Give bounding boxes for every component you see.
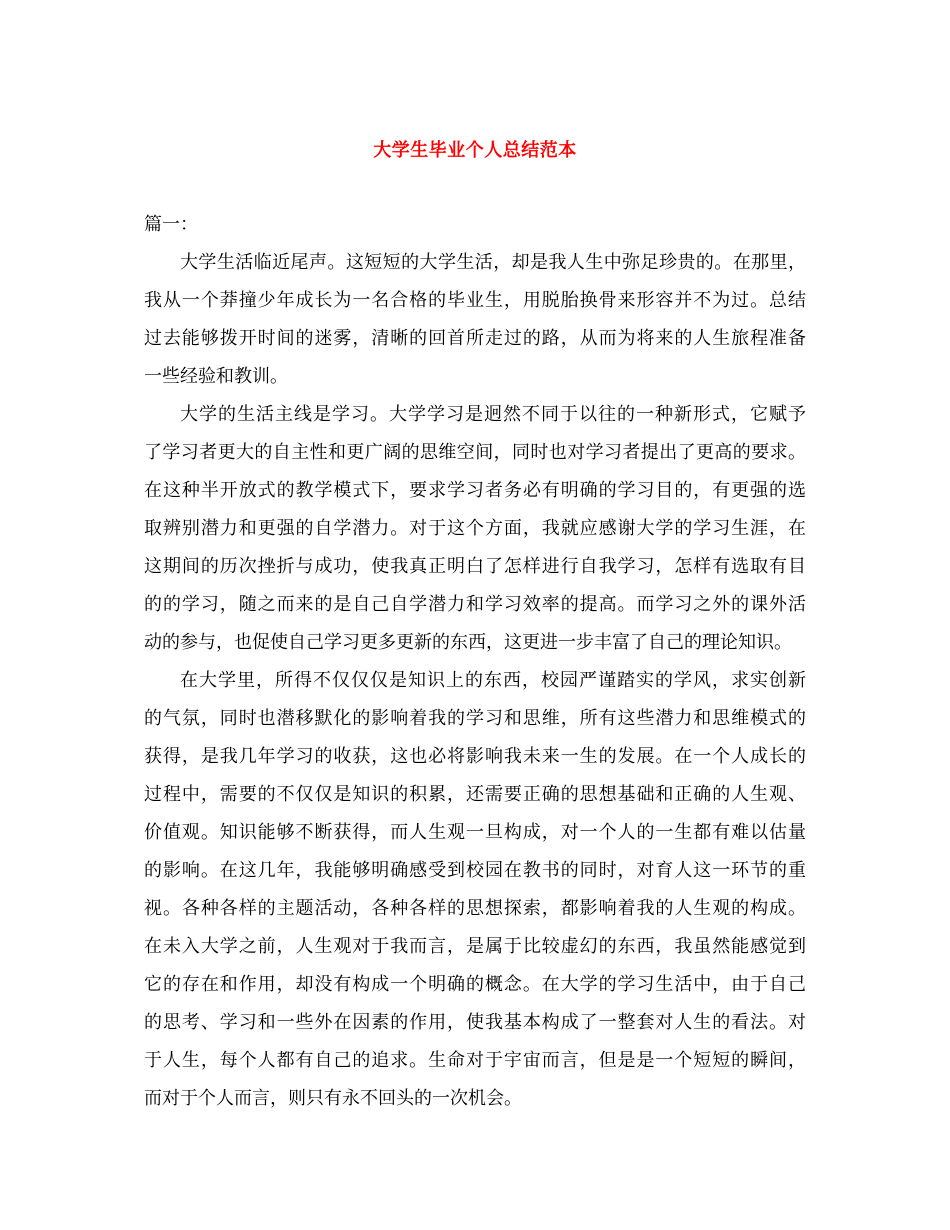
- paragraph-line: 在这种半开放式的教学模式下，要求学习者务必有明确的学习目的，有更强的选: [144, 480, 806, 501]
- paragraph-line: 视。各种各样的主题活动，各种各样的思想探索，都影响着我的人生观的构成。: [144, 898, 806, 919]
- paragraph-line: 的的学习，随之而来的是自己自学潜力和学习效率的提高。而学习之外的课外活: [144, 594, 806, 615]
- paragraph-line: 大学的生活主线是学习。大学学习是迥然不同于以往的一种新形式，它赋予: [180, 404, 806, 425]
- paragraph-line: 而对于个人而言，则只有永不回头的一次机会。: [144, 1088, 522, 1109]
- paragraph-line: 一些经验和教训。: [144, 366, 288, 387]
- paragraph-line: 的影响。在这几年，我能够明确感受到校园在教书的同时，对育人这一环节的重: [144, 860, 806, 881]
- paragraph-line: 过程中，需要的不仅仅是知识的积累，还需要正确的思想基础和正确的人生观、: [144, 784, 806, 805]
- paragraph-line: 的气氛，同时也潜移默化的影响着我的学习和思维，所有这些潜力和思维模式的: [144, 708, 806, 729]
- paragraph-line: 大学生活临近尾声。这短短的大学生活，却是我人生中弥足珍贵的。在那里，: [180, 252, 806, 273]
- paragraph-line: 的思考、学习和一些外在因素的作用，使我基本构成了一整套对人生的看法。对: [144, 1012, 806, 1033]
- document-title: 大学生毕业个人总结范本: [373, 140, 577, 161]
- document-body: [144, 206, 806, 1118]
- paragraph-line: 在大学里，所得不仅仅仅是知识上的东西，校园严谨踏实的学风，求实创新: [180, 670, 806, 691]
- paragraph-1: [144, 244, 806, 396]
- section-label: 篇一：: [144, 214, 198, 235]
- paragraph-line: 动的参与，也促使自己学习更多更新的东西，这更进一步丰富了自己的理论知识。: [144, 632, 792, 653]
- paragraph-line: 在未入大学之前，人生观对于我而言，是属于比较虚幻的东西，我虽然能感觉到: [144, 936, 806, 957]
- paragraph-line: 了学习者更大的自主性和更广阔的思维空间，同时也对学习者提出了更高的要求。: [144, 442, 806, 463]
- paragraph-line: 这期间的历次挫折与成功，使我真正明白了怎样进行自我学习，怎样有选取有目: [144, 556, 806, 577]
- paragraph-line: 取辨别潜力和更强的自学潜力。对于这个方面，我就应感谢大学的学习生涯，在: [144, 518, 806, 539]
- paragraph-line: 过去能够拨开时间的迷雾，清晰的回首所走过的路，从而为将来的人生旅程准备: [144, 328, 806, 349]
- paragraph-line: 于人生，每个人都有自己的追求。生命对于宇宙而言，但是是一个短短的瞬间，: [144, 1050, 806, 1071]
- paragraph-line: 价值观。知识能够不断获得，而人生观一旦构成，对一个人的一生都有难以估量: [144, 822, 806, 843]
- paragraph-3: [144, 662, 806, 1118]
- paragraph-line: 获得，是我几年学习的收获，这也必将影响我未来一生的发展。在一个人成长的: [144, 746, 806, 767]
- paragraph-line: 我从一个莽撞少年成长为一名合格的毕业生，用脱胎换骨来形容并不为过。总结: [144, 290, 806, 311]
- paragraph-2: [144, 396, 806, 662]
- paragraph-line: 它的存在和作用，却没有构成一个明确的概念。在大学的学习生活中，由于自己: [144, 974, 806, 995]
